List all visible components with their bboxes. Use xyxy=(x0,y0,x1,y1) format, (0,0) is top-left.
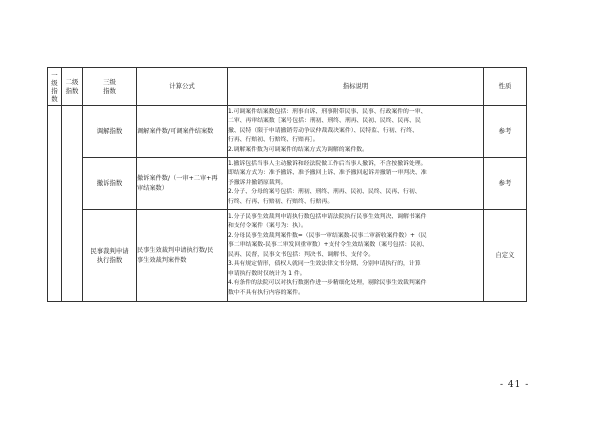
header-description: 指标说明 xyxy=(228,68,484,106)
row-nature: 参考 xyxy=(484,158,527,210)
row-name: 民事裁判申请 执行指数 xyxy=(83,210,137,302)
row-formula: 民事生效裁判申请执行数/民 事生效裁判案件数 xyxy=(137,210,228,302)
table-row xyxy=(48,106,527,158)
row-name: 撤诉指数 xyxy=(83,158,137,210)
row-name: 调解指数 xyxy=(83,106,137,158)
header-level1: 一 级 指 数 xyxy=(48,68,62,106)
header-level3: 三级 指数 xyxy=(83,68,137,106)
table-row xyxy=(48,158,527,210)
row-formula: 调解案件数/可调案件结案数 xyxy=(137,106,228,158)
header-nature: 性质 xyxy=(484,68,527,106)
header-row xyxy=(48,68,527,106)
row-nature: 自定义 xyxy=(484,210,527,302)
table-row xyxy=(48,210,527,302)
level2-cell xyxy=(62,106,83,302)
row-description: 1.撤诉包括当事人主动撤诉和经法院做工作后当事人撤诉，不含按撤诉处理。 即结案方式为：准予撤诉、准予撤回上诉、准予撤回起诉并撤销一审判决、准 予撤诉并撤销原裁判。 2.分子、分母的案号包括：刑初、刑终、刑再、民初、民终、民再、行初、 行终、行再、行赔初、行赔终、行赔再。 xyxy=(228,158,484,210)
indicator-table xyxy=(47,67,527,302)
level1-cell xyxy=(48,106,62,302)
row-formula: 撤诉案件数/（一审+二审+再 审结案数） xyxy=(137,158,228,210)
header-formula: 计算公式 xyxy=(137,68,228,106)
row-nature: 参考 xyxy=(484,106,527,158)
row-description: 1.分子民事生效裁判申请执行数包括申请法院执行民事生效判决、调解书案件 和支付令案件（案号为：执）。 2.分母民事生效裁判案件数=（民事一审结案数-民事二审新收案件数）+（民 事二审结案数-民事二审发回重审数）+支付令生效结案数（案号包括：民初、 民再、民督，民事文书包括：判决书、调解书、支付令。 3.具有规定情形，债权人就同一生效法律文书分期、分别申请执行的，计算 申请执行数时仅统计为 1 件。 4.有条件的法院可以对执行数据作进一步精细化处理，剔除民事生效裁判案件 数中不具有执行内容的案件。 xyxy=(228,210,484,302)
row-description: 1.可调案件结案数包括：刑事自诉、刑事附带民事、民事、行政案件的一审、 二审、再审结案数［案号包括：刑初、刑终、刑再、民初、民终、民再、民 撤、民特（限于申请撤销劳动争议仲裁裁决案件）、民特监、行初、行终、 行再、行赔初、行赔终、行赔再］。 2.调解案件数为可调案件的结案方式为调解的案件数。 xyxy=(228,106,484,158)
header-level2: 二级 指数 xyxy=(62,68,83,106)
page-number: - 41 - xyxy=(500,380,530,390)
